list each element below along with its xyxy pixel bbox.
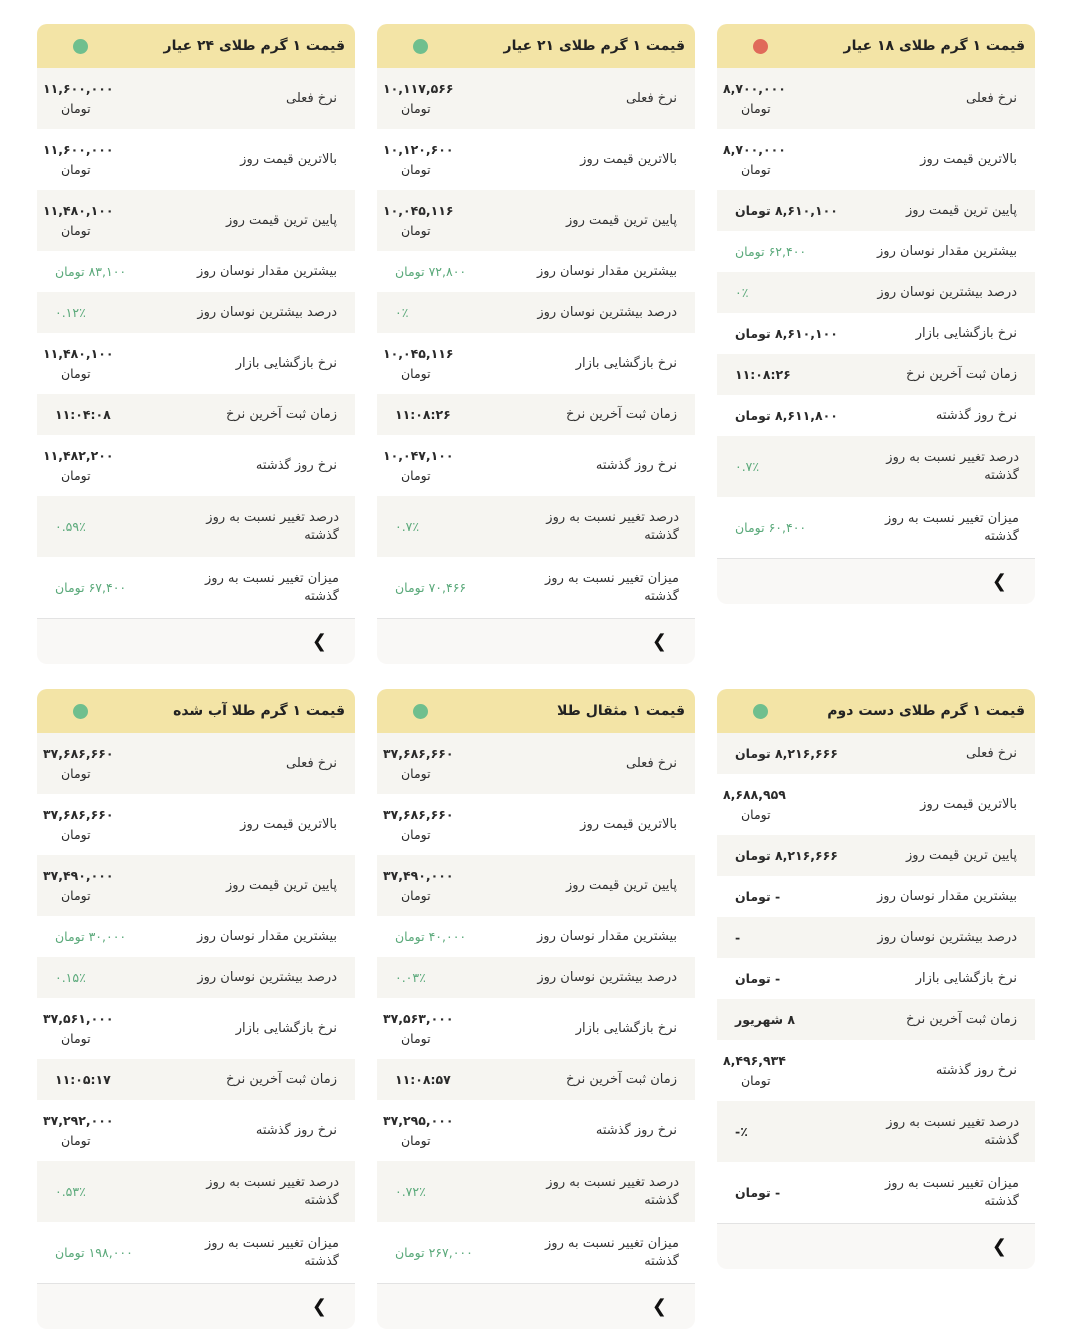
row-current [37, 68, 355, 129]
row-value: ۸,۶۸۸,۹۵۹ تومان [717, 785, 853, 825]
row-value: ٪- [717, 1122, 853, 1142]
row-value: - تومان [717, 887, 853, 907]
row-label: نرخ روز گذشته [513, 1122, 685, 1140]
row-label: میزان تغییر نسبت به روز گذشته [515, 1235, 685, 1271]
card-header [377, 689, 695, 733]
row-open [377, 998, 695, 1059]
row-max-swing [37, 251, 355, 292]
row-label: میزان تغییر نسبت به روز گذشته [515, 570, 685, 606]
row-label: نرخ فعلی [853, 90, 1025, 108]
card-header [377, 24, 695, 68]
card-header [37, 689, 355, 733]
row-max-swing-pct [377, 292, 695, 333]
row-label: نرخ بازگشایی بازار [513, 1020, 685, 1038]
row-value: ۰.۱۵٪ [37, 968, 173, 988]
row-value: ۱۱:۰۸:۲۶ [717, 365, 853, 385]
row-value: ۱۱,۴۸۲,۲۰۰ تومان [37, 446, 173, 486]
row-value: ۱۰,۱۱۷,۵۶۶ تومان [377, 79, 513, 119]
row-value: ۱۰,۰۴۵,۱۱۶ تومان [377, 344, 513, 384]
row-low [717, 835, 1035, 876]
chevron-left-icon[interactable]: ❮ [652, 633, 667, 651]
row-label: پایین ترین قیمت روز [173, 212, 345, 230]
row-label: پایین ترین قیمت روز [853, 847, 1025, 865]
row-value: ۳۷,۶۸۶,۶۶۰ تومان [377, 744, 513, 784]
row-value: ۰.۷٪ [377, 517, 513, 537]
row-low [377, 855, 695, 916]
row-max-swing-pct [717, 917, 1035, 958]
row-open [37, 998, 355, 1059]
row-current [37, 733, 355, 794]
row-open [717, 958, 1035, 999]
row-current [377, 733, 695, 794]
card-rows [717, 733, 1035, 1223]
row-value: ۶۷,۴۰۰ تومان [37, 578, 173, 598]
row-label: نرخ بازگشایی بازار [853, 970, 1025, 988]
card-rows [377, 733, 695, 1283]
row-value: ۶۰,۴۰۰ تومان [717, 518, 853, 538]
row-value: ۱۱,۶۰۰,۰۰۰ تومان [37, 79, 173, 119]
row-label: درصد تغییر نسبت به روز گذشته [515, 509, 685, 545]
row-label: زمان ثبت آخرین نرخ [513, 1071, 685, 1089]
row-value: ۸,۲۱۶,۶۶۶ تومان [717, 744, 853, 764]
row-max-swing [717, 231, 1035, 272]
row-max-swing-pct [717, 272, 1035, 313]
row-value: ۸,۴۹۶,۹۳۴ تومان [717, 1051, 853, 1091]
row-change-amt [717, 497, 1035, 558]
row-label: نرخ روز گذشته [853, 407, 1025, 425]
card-title: قیمت ۱ گرم طلا آب شده [173, 703, 345, 719]
row-value: ۰.۷۲٪ [377, 1182, 513, 1202]
card-header [717, 24, 1035, 68]
row-label: درصد تغییر نسبت به روز گذشته [855, 449, 1025, 485]
row-change-pct [717, 1101, 1035, 1162]
card-title: قیمت ۱ گرم طلای ۱۸ عیار [844, 38, 1025, 54]
row-change-pct [377, 496, 695, 557]
card-title: قیمت ۱ گرم طلای ۲۴ عیار [164, 38, 345, 54]
card-footer [377, 1283, 695, 1329]
row-value: ۸,۶۱۰,۱۰۰ تومان [717, 201, 853, 221]
row-value: ۳۷,۶۸۶,۶۶۰ تومان [377, 805, 513, 845]
row-value: ۳۷,۲۹۲,۰۰۰ تومان [37, 1111, 173, 1151]
row-last-time [717, 354, 1035, 395]
card-footer [37, 618, 355, 664]
row-label: نرخ روز گذشته [513, 457, 685, 475]
status-up-dot-icon [753, 704, 768, 719]
chevron-left-icon[interactable]: ❮ [312, 1298, 327, 1316]
row-label: بیشترین مقدار نوسان روز [173, 928, 345, 946]
row-prev [377, 1100, 695, 1161]
row-label: بالاترین قیمت روز [513, 151, 685, 169]
price-card-2 [377, 24, 695, 664]
row-value: ۱۱,۴۸۰,۱۰۰ تومان [37, 201, 173, 241]
row-open [377, 333, 695, 394]
row-last-time [37, 1059, 355, 1100]
row-max-swing [37, 916, 355, 957]
status-up-dot-icon [73, 39, 88, 54]
row-low [377, 190, 695, 251]
row-label: زمان ثبت آخرین نرخ [853, 1011, 1025, 1029]
price-card-1 [717, 24, 1035, 604]
row-change-amt [37, 1222, 355, 1283]
row-label: پایین ترین قیمت روز [513, 877, 685, 895]
row-value: ۸,۶۱۱,۸۰۰ تومان [717, 406, 853, 426]
row-change-amt [377, 557, 695, 618]
row-label: میزان تغییر نسبت به روز گذشته [175, 570, 345, 606]
card-rows [717, 68, 1035, 558]
row-value: ۳۷,۶۸۶,۶۶۰ تومان [37, 805, 173, 845]
row-label: بالاترین قیمت روز [173, 816, 345, 834]
row-value: ۴۰,۰۰۰ تومان [377, 927, 513, 947]
row-label: نرخ روز گذشته [173, 1122, 345, 1140]
row-value: ۰٪ [377, 303, 513, 323]
row-label: درصد تغییر نسبت به روز گذشته [175, 1174, 345, 1210]
row-label: نرخ بازگشایی بازار [853, 325, 1025, 343]
row-high [37, 794, 355, 855]
row-change-amt [37, 557, 355, 618]
row-label: بالاترین قیمت روز [513, 816, 685, 834]
row-label: نرخ بازگشایی بازار [173, 1020, 345, 1038]
row-low [37, 190, 355, 251]
row-change-pct [717, 436, 1035, 497]
row-value: ۱۰,۱۲۰,۶۰۰ تومان [377, 140, 513, 180]
row-label: بیشترین مقدار نوسان روز [853, 888, 1025, 906]
card-footer [37, 1283, 355, 1329]
row-label: زمان ثبت آخرین نرخ [513, 406, 685, 424]
row-value: ۸,۷۰۰,۰۰۰ تومان [717, 140, 853, 180]
row-change-pct [377, 1161, 695, 1222]
row-value: ۰.۱۲٪ [37, 303, 173, 323]
row-high [717, 129, 1035, 190]
row-max-swing-pct [377, 957, 695, 998]
row-low [37, 855, 355, 916]
row-value: ۳۷,۲۹۵,۰۰۰ تومان [377, 1111, 513, 1151]
row-open [717, 313, 1035, 354]
row-value: ۱۱:۰۴:۰۸ [37, 405, 173, 425]
row-change-amt [377, 1222, 695, 1283]
row-label: درصد تغییر نسبت به روز گذشته [515, 1174, 685, 1210]
card-footer [377, 618, 695, 664]
row-value: ۷۲,۸۰۰ تومان [377, 262, 513, 282]
card-title: قیمت ۱ گرم طلای ۲۱ عیار [504, 38, 685, 54]
row-label: بیشترین مقدار نوسان روز [513, 263, 685, 281]
row-value: ۰.۵۳٪ [37, 1182, 173, 1202]
row-value: ۸,۶۱۰,۱۰۰ تومان [717, 324, 853, 344]
row-max-swing [377, 916, 695, 957]
row-label: نرخ بازگشایی بازار [513, 355, 685, 373]
row-value: ۷۰,۴۶۶ تومان [377, 578, 513, 598]
row-value: ۱۹۸,۰۰۰ تومان [37, 1243, 173, 1263]
row-label: میزان تغییر نسبت به روز گذشته [175, 1235, 345, 1271]
row-prev [717, 395, 1035, 436]
row-prev [37, 1100, 355, 1161]
row-last-time [377, 1059, 695, 1100]
row-high [377, 129, 695, 190]
row-prev [377, 435, 695, 496]
row-label: درصد بیشترین نوسان روز [853, 929, 1025, 947]
row-current [377, 68, 695, 129]
card-rows [37, 68, 355, 618]
row-value: ۰.۷٪ [717, 457, 853, 477]
row-value: ۰٪ [717, 283, 853, 303]
row-label: درصد بیشترین نوسان روز [513, 969, 685, 987]
price-card-3 [37, 24, 355, 664]
row-value: ۸ شهریور [717, 1010, 853, 1030]
row-label: نرخ روز گذشته [173, 457, 345, 475]
row-current [717, 68, 1035, 129]
row-label: پایین ترین قیمت روز [853, 202, 1025, 220]
row-high [377, 794, 695, 855]
price-card-4 [717, 689, 1035, 1269]
row-label: زمان ثبت آخرین نرخ [173, 406, 345, 424]
row-value: ۳۷,۵۶۱,۰۰۰ تومان [37, 1009, 173, 1049]
row-label: درصد بیشترین نوسان روز [853, 284, 1025, 302]
row-label: بالاترین قیمت روز [853, 796, 1025, 814]
status-down-dot-icon [753, 39, 768, 54]
row-change-pct [37, 1161, 355, 1222]
row-current [717, 733, 1035, 774]
chevron-left-icon[interactable]: ❮ [992, 1238, 1007, 1256]
row-label: درصد بیشترین نوسان روز [173, 969, 345, 987]
row-value: ۱۰,۰۴۷,۱۰۰ تومان [377, 446, 513, 486]
row-value: ۳۰,۰۰۰ تومان [37, 927, 173, 947]
row-value: ۱۱,۴۸۰,۱۰۰ تومان [37, 344, 173, 384]
row-last-time [377, 394, 695, 435]
card-rows [377, 68, 695, 618]
row-label: بیشترین مقدار نوسان روز [513, 928, 685, 946]
row-label: میزان تغییر نسبت به روز گذشته [855, 1175, 1025, 1211]
row-value: ۳۷,۵۶۳,۰۰۰ تومان [377, 1009, 513, 1049]
row-value: ۳۷,۴۹۰,۰۰۰ تومان [37, 866, 173, 906]
row-change-amt [717, 1162, 1035, 1223]
row-label: نرخ فعلی [513, 90, 685, 108]
row-label: نرخ فعلی [173, 90, 345, 108]
row-label: پایین ترین قیمت روز [173, 877, 345, 895]
row-label: میزان تغییر نسبت به روز گذشته [855, 510, 1025, 546]
card-title: قیمت ۱ گرم طلای دست دوم [827, 703, 1025, 719]
row-label: زمان ثبت آخرین نرخ [853, 366, 1025, 384]
row-value: ۱۱:۰۸:۲۶ [377, 405, 513, 425]
row-value: ۶۲,۴۰۰ تومان [717, 242, 853, 262]
row-max-swing-pct [37, 292, 355, 333]
row-low [717, 190, 1035, 231]
price-card-6 [37, 689, 355, 1329]
card-header [37, 24, 355, 68]
row-prev [717, 1040, 1035, 1101]
row-label: نرخ فعلی [173, 755, 345, 773]
row-label: نرخ بازگشایی بازار [173, 355, 345, 373]
row-label: نرخ روز گذشته [853, 1062, 1025, 1080]
row-high [717, 774, 1035, 835]
chevron-left-icon[interactable]: ❮ [652, 1298, 667, 1316]
row-label: درصد بیشترین نوسان روز [513, 304, 685, 322]
row-label: زمان ثبت آخرین نرخ [173, 1071, 345, 1089]
row-value: - تومان [717, 969, 853, 989]
row-prev [37, 435, 355, 496]
row-max-swing [377, 251, 695, 292]
card-footer [717, 1223, 1035, 1269]
row-value: - [717, 928, 853, 948]
row-label: بیشترین مقدار نوسان روز [173, 263, 345, 281]
card-rows [37, 733, 355, 1283]
row-value: ۸,۷۰۰,۰۰۰ تومان [717, 79, 853, 119]
row-label: پایین ترین قیمت روز [513, 212, 685, 230]
row-value: ۸,۲۱۶,۶۶۶ تومان [717, 846, 853, 866]
row-label: درصد تغییر نسبت به روز گذشته [175, 509, 345, 545]
price-card-5 [377, 689, 695, 1329]
row-value: ۲۶۷,۰۰۰ تومان [377, 1243, 513, 1263]
row-open [37, 333, 355, 394]
row-value: ۸۳,۱۰۰ تومان [37, 262, 173, 282]
row-last-time [717, 999, 1035, 1040]
row-label: بالاترین قیمت روز [173, 151, 345, 169]
chevron-left-icon[interactable]: ❮ [992, 573, 1007, 591]
row-change-pct [37, 496, 355, 557]
row-label: نرخ فعلی [513, 755, 685, 773]
row-value: ۰.۵۹٪ [37, 517, 173, 537]
row-value: ۱۱:۰۵:۱۷ [37, 1070, 173, 1090]
row-value: ۰.۰۳٪ [377, 968, 513, 988]
row-max-swing-pct [37, 957, 355, 998]
chevron-left-icon[interactable]: ❮ [312, 633, 327, 651]
status-up-dot-icon [73, 704, 88, 719]
row-last-time [37, 394, 355, 435]
card-header [717, 689, 1035, 733]
status-up-dot-icon [413, 704, 428, 719]
row-label: درصد تغییر نسبت به روز گذشته [855, 1114, 1025, 1150]
row-label: نرخ فعلی [853, 745, 1025, 763]
row-value: ۱۰,۰۴۵,۱۱۶ تومان [377, 201, 513, 241]
row-value: ۳۷,۴۹۰,۰۰۰ تومان [377, 866, 513, 906]
card-title: قیمت ۱ مثقال طلا [557, 703, 685, 719]
row-value: ۱۱:۰۸:۵۷ [377, 1070, 513, 1090]
row-label: بالاترین قیمت روز [853, 151, 1025, 169]
row-value: ۱۱,۶۰۰,۰۰۰ تومان [37, 140, 173, 180]
row-label: درصد بیشترین نوسان روز [173, 304, 345, 322]
row-label: بیشترین مقدار نوسان روز [853, 243, 1025, 261]
row-value: - تومان [717, 1183, 853, 1203]
row-high [37, 129, 355, 190]
card-footer [717, 558, 1035, 604]
row-max-swing [717, 876, 1035, 917]
status-up-dot-icon [413, 39, 428, 54]
row-value: ۳۷,۶۸۶,۶۶۰ تومان [37, 744, 173, 784]
